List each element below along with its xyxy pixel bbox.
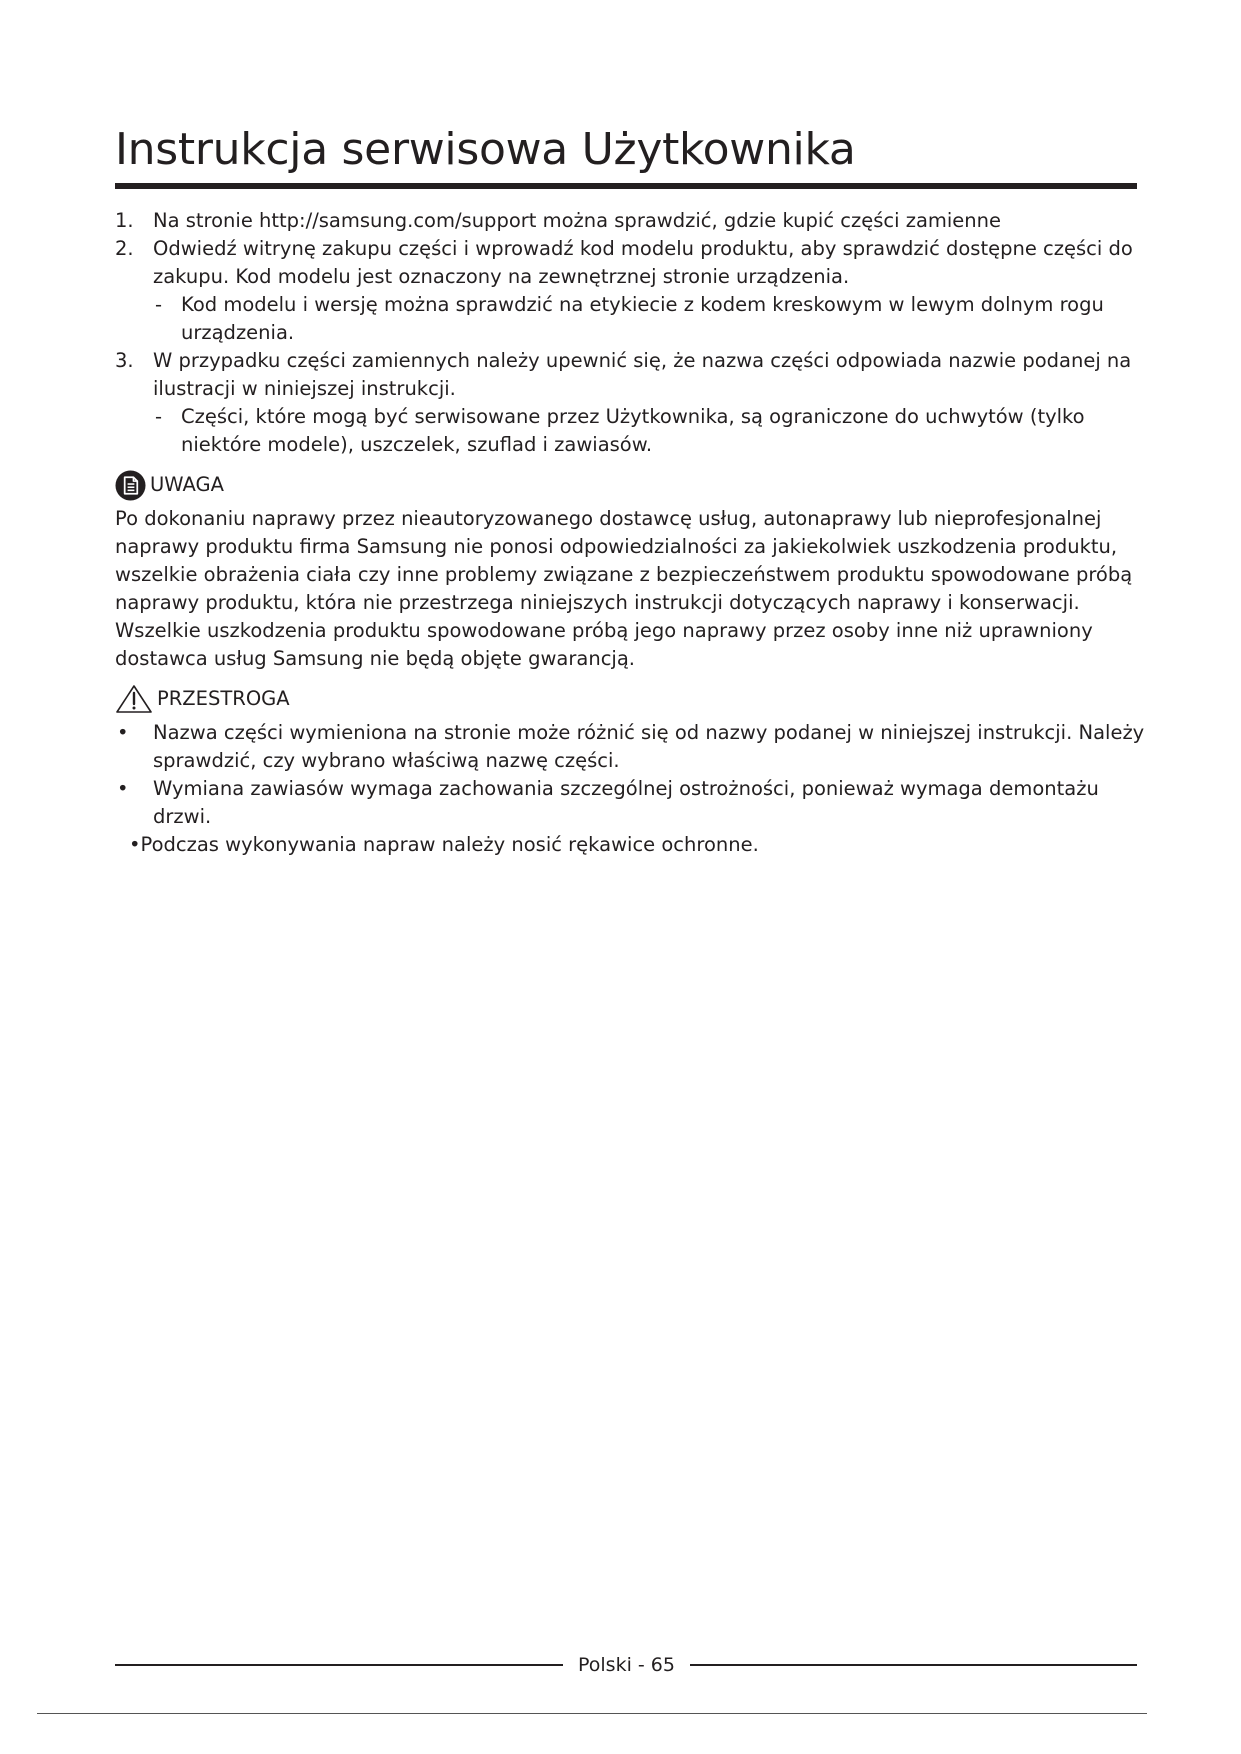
caution-item-text: Wymiana zawiasów wymaga zachowania szczególnej ostrożności, ponieważ wymaga demontażu drzwi. (153, 777, 1099, 828)
caution-item (115, 719, 1145, 775)
caution-item-text: Nazwa części wymieniona na stronie może różnić się od nazwy podanej w niniejszej instrukcji. Należy sprawdzić, czy wybrano właściwą nazwę części. (153, 721, 1145, 772)
step-text: W przypadku części zamiennych należy upewnić się, że nazwa części odpowiada nazwie podanej na ilustracji w niniejszej instrukcji. (153, 349, 1132, 400)
page-number: Polski - 65 (578, 1654, 675, 1676)
warning-triangle-icon (115, 684, 153, 714)
step-text: Na stronie http://samsung.com/support można sprawdzić, gdzie kupić części zamienne (153, 209, 1002, 232)
step-number: 3. (115, 349, 134, 372)
note-icon (115, 470, 146, 501)
content (115, 207, 1145, 859)
caution-label: PRZESTROGA (157, 687, 290, 710)
bullet-marker: • (117, 721, 129, 744)
note-label: UWAGA (150, 473, 224, 496)
footer-rule-right (690, 1664, 1137, 1666)
caution-item: •Podczas wykonywania napraw należy nosić rękawice ochronne. (129, 833, 759, 856)
step-3-subitem (115, 403, 1145, 459)
step-number: 1. (115, 209, 134, 232)
step-1 (115, 207, 1145, 235)
step-3 (115, 347, 1145, 403)
subitem-text: Kod modelu i wersję można sprawdzić na etykiecie z kodem kreskowym w lewym dolnym rogu urządzenia. (181, 293, 1104, 344)
dash-marker: - (155, 405, 163, 428)
bullet-marker: • (117, 777, 129, 800)
title-rule (115, 183, 1137, 189)
caution-heading (115, 681, 1145, 717)
dash-marker: - (155, 293, 163, 316)
footer-rule-left (115, 1664, 563, 1666)
step-number: 2. (115, 237, 134, 260)
page-title: Instrukcja serwisowa Użytkownika (115, 124, 856, 175)
caution-item (115, 775, 1145, 831)
step-2 (115, 235, 1145, 291)
note-heading (115, 467, 1145, 503)
subitem-text: Części, które mogą być serwisowane przez Użytkownika, są ograniczone do uchwytów (tylko niektóre modele), uszczelek, szuflad i zawiasów. (181, 405, 1085, 456)
step-text: Odwiedź witrynę zakupu części i wprowadź kod modelu produktu, aby sprawdzić dostępne części do zakupu. Kod modelu jest oznaczony na zewnętrznej stronie urządzenia. (153, 237, 1133, 288)
note-text: Po dokonaniu naprawy przez nieautoryzowanego dostawcę usług, autonaprawy lub nieprofesjonalnej naprawy produktu firma Samsung nie ponosi odpowiedzialności za jakiekolwiek uszkodzenia produktu, wszelkie obrażenia ciała czy inne problemy związane z bezpieczeństwem produktu spowodowane próbą naprawy produktu, która nie przestrzega niniejszych instrukcji dotyczących naprawy i konserwacji. Wszelkie uszkodzenia produktu spowodowane próbą jego naprawy przez osoby inne niż uprawniony dostawca usług Samsung nie będą objęte gwarancją. (115, 507, 1133, 670)
step-2-subitem (115, 291, 1145, 347)
page-bottom-rule (37, 1713, 1147, 1714)
